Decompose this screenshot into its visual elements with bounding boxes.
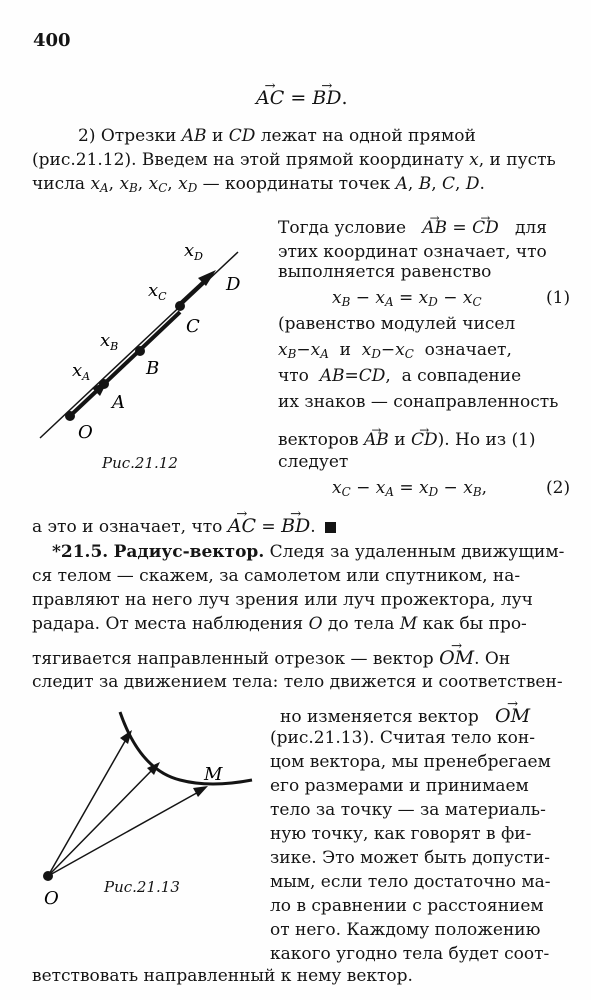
section-line-3: правляют на него луч зрения или луч прожектора, луч xyxy=(32,590,533,610)
vector-ac: → AC xyxy=(256,88,284,108)
figure-21-12 xyxy=(30,240,260,480)
caption-21-13: Рис.21.13 xyxy=(104,878,180,896)
label-o: O xyxy=(78,422,93,443)
section-right-line-11: какого угодно тела будет соот- xyxy=(270,944,550,964)
conclusion-line: а это и означает, что → AC = → BD. xyxy=(32,516,336,537)
item2-line-2: (рис.21.12). Введем на этой прямой координату x, и пусть xyxy=(32,150,556,170)
section-line-5: тягивается направленный отрезок — вектор → OM. Он xyxy=(32,648,510,669)
item2-line-3: числа $x_A$, $x_B$, $x_C$, $x_D$ — координаты точек A, B, C, D. xyxy=(32,174,485,195)
point-o-origin xyxy=(43,871,53,881)
section-right-line-5: тело за точку — за материаль- xyxy=(270,800,546,820)
radius-vector-3 xyxy=(48,790,202,876)
label-xa: $x_A$ xyxy=(72,360,91,383)
trajectory-curve xyxy=(120,712,252,784)
right-line-7: их знаков — сонаправленность xyxy=(278,392,559,412)
equation-1-number: (1) xyxy=(546,288,571,308)
item2-line-1: 2) Отрезки AB и CD лежат на одной прямой xyxy=(78,126,476,146)
point-o xyxy=(65,411,75,421)
qed-square xyxy=(325,522,336,533)
label-xd: $x_D$ xyxy=(184,240,203,263)
top-equation: → AC = → BD. xyxy=(256,88,348,108)
right-line-6: что AB=CD, а совпадение xyxy=(278,366,522,386)
right-line-5: $x_B-x_A$ и $x_D-x_C$ означает, xyxy=(278,340,512,361)
right-line-2: этих координат означает, что xyxy=(278,242,547,262)
section-right-line-6: ную точку, как говорят в фи- xyxy=(270,824,532,844)
section-right-line-9: ло в сравнении с расстоянием xyxy=(270,896,544,916)
section-right-line-4: его размерами и принимаем xyxy=(270,776,529,796)
section-right-line-3: цом вектора, мы пренебрегаем xyxy=(270,752,551,772)
section-right-line-7: зике. Это может быть допусти- xyxy=(270,848,550,868)
section-line-4: радара. От места наблюдения O до тела M как бы про- xyxy=(32,614,527,634)
point-b xyxy=(135,346,145,356)
section-right-line-1: но изменяется вектор → OM xyxy=(280,706,568,727)
point-a xyxy=(99,379,109,389)
section-right-line-10: от него. Каждому положению xyxy=(270,920,541,940)
label-d: D xyxy=(226,274,241,295)
right-line-8: векторов → AB и → CD). Но из (1) xyxy=(278,430,536,450)
section-line-6: следит за движением тела: тело движется и соответствен- xyxy=(32,672,563,692)
section-line-2: ся телом — скажем, за самолетом или спутником, на- xyxy=(32,566,521,586)
section-last-line: ветствовать направленный к нему вектор. xyxy=(32,966,413,986)
label-m: M xyxy=(204,764,223,785)
right-line-4: (равенство модулей чисел xyxy=(278,314,516,334)
label-xc: $x_C$ xyxy=(148,280,167,303)
right-line-1: Тогда условие → AB = → CD для xyxy=(278,218,547,238)
section-number: *21.5. xyxy=(52,542,109,562)
section-heading-line: *21.5. Радиус-вектор. Следя за удаленным движущим- xyxy=(52,542,565,562)
point-c xyxy=(175,301,185,311)
section-right-line-2: (рис.21.13). Считая тело кон- xyxy=(270,728,535,748)
vector-bd: → BD xyxy=(312,88,341,108)
equation-1: $x_B - x_A = x_D - x_C$ xyxy=(332,288,482,309)
equation-2: $x_C - x_A = x_D - x_B$, xyxy=(332,478,487,499)
caption-21-12: Рис.21.12 xyxy=(102,454,178,472)
right-line-3: выполняется равенство xyxy=(278,262,492,282)
section-right-line-8: мым, если тело достаточно ма- xyxy=(270,872,551,892)
label-a: A xyxy=(112,392,125,413)
page-number: 400 xyxy=(33,30,71,51)
label-o-origin: O xyxy=(44,888,59,909)
label-c: C xyxy=(186,316,200,337)
right-line-9: следует xyxy=(278,452,349,472)
label-b: B xyxy=(146,358,160,379)
arrowhead-3 xyxy=(193,786,208,797)
label-xb: $x_B$ xyxy=(100,330,119,353)
equation-2-number: (2) xyxy=(546,478,571,498)
section-title: Радиус-вектор. xyxy=(113,542,265,562)
